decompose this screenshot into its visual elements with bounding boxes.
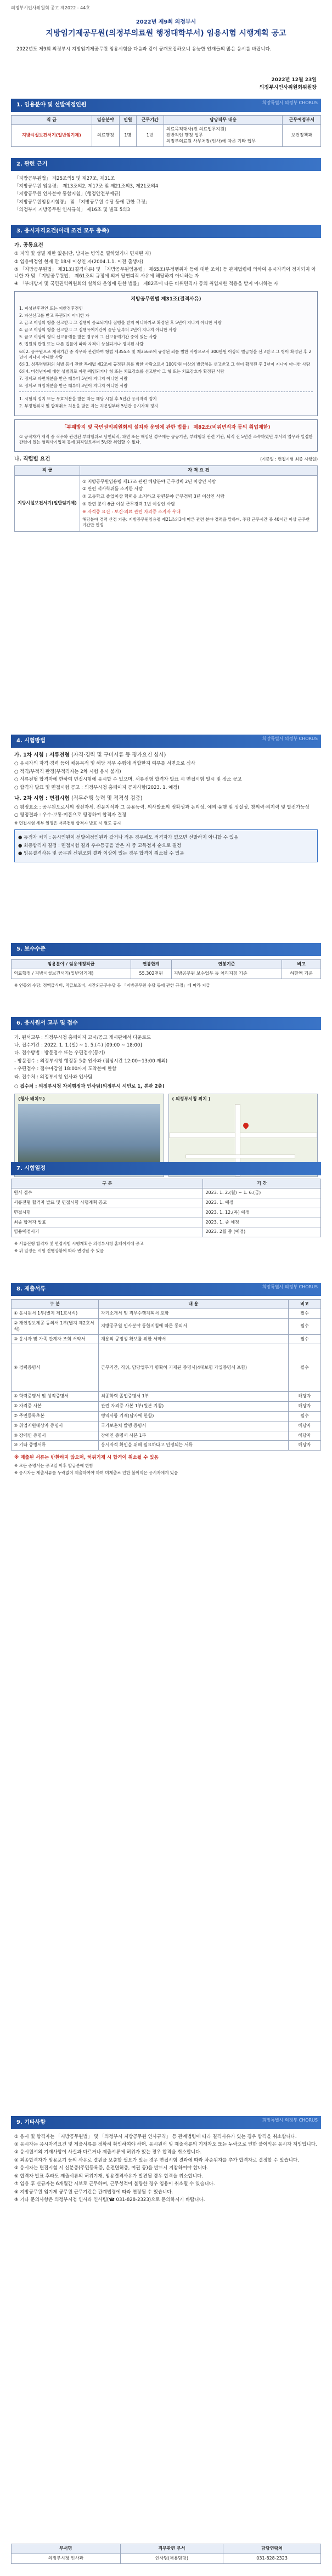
table-header-row — [15, 465, 318, 475]
list-item: ⑦ 임용 후 신규자는 6개월간 시보로 근무하며, 근무성적이 불량한 경우 임용이 취소될 수 있습니다. — [14, 2181, 215, 2187]
box-item: 7. 징계로 파면처분을 받은 때부터 5년이 지나지 아니한 사람 — [19, 376, 128, 382]
list-item: ○ 서류전형 합격자에 한하여 면접시험에 응시할 수 있으며, 서류전형 합격자 발표 시 면접시험 일시 및 장소 공고 — [14, 777, 242, 783]
documents-table — [11, 1299, 321, 1451]
list-item: ③ 고등학교 졸업이상 학력을 소지하고 관련분야 근무경력 3년 이상인 사람 — [82, 494, 225, 499]
box-item: 8. 징계로 해임처분을 받은 때부터 3년이 지나지 아니한 사람 — [19, 383, 128, 389]
cell-note: 해당자 — [289, 1431, 321, 1441]
section-title-text: 5. 보수수준 — [16, 946, 46, 952]
title-block — [11, 19, 321, 38]
section-qualifications — [11, 225, 321, 532]
cell-note: 해당자 — [289, 1441, 321, 1451]
list-item: ○ 적격/부적격 판정(부적격자는 2차 시험 응시 불가) — [14, 769, 121, 775]
stage1-title: 가. 1차 시험 : 서류전형 — [14, 752, 70, 758]
section-title-text: 3. 응시자격요건(아래 조건 모두 충족) — [16, 228, 110, 234]
list-item: 라. 접수처 : 의정부시청 인사과 인사팀 — [14, 1074, 93, 1080]
map-road — [185, 1155, 296, 1158]
cell-note: 필수 — [289, 1309, 321, 1319]
section-title — [11, 2116, 321, 2129]
schedule-note: ※ 위 일정은 시험 진행상황에 따라 변경될 수 있음 — [14, 1248, 104, 1254]
cell-note: 하한액 기준 — [282, 969, 321, 979]
col-header: 연봉한계 — [131, 959, 171, 969]
table-header-row — [12, 1179, 321, 1189]
list-item: ⑥ 합격자 발표 후라도 제출서류의 허위기재, 임용결격사유가 발견될 경우 합격을 취소합니다. — [14, 2173, 203, 2179]
list-item: ● 동점자 처리 : 응시인원이 선발예정인원과 같거나 적은 경우에도 적격자가 없으면 선발하지 아니할 수 있음 — [18, 835, 239, 841]
section-other — [11, 2116, 321, 2205]
col-header: 임용분야 — [92, 115, 119, 125]
list-item: 「지방공무원 인사분야 통합지침」(행정안전부예규) — [14, 191, 121, 197]
cell-desc: 병역사항 기재(남자에 한함) — [99, 1412, 289, 1421]
list-item: ② 임용예정일 현재 만 18세 이상인 자(2004.1.1. 이전 출생자) — [14, 259, 144, 265]
requirement-note: ※ 자격증 요건 : 보건·의료 관련 자격증 소지자 우대 — [82, 509, 181, 514]
location-pin-icon — [241, 1122, 249, 1129]
duty-item: 전반적인 행정 업무 — [166, 133, 203, 138]
cell-doc: ② 개인정보제공 동의서 1부(별지 제2호서식) — [12, 1319, 99, 1335]
cell-period: 2023. 1. 12.(목) 예정 — [203, 1208, 321, 1218]
documents-warning: ※ 제출된 서류는 반환하지 않으며, 허위기재 시 합격이 취소될 수 있음 — [14, 1455, 159, 1461]
table-row — [12, 1344, 321, 1392]
exam-notes-box — [14, 829, 318, 862]
table-row — [15, 475, 318, 531]
subsection-title: 가. 공통요건 — [14, 242, 43, 248]
cell-desc: 국가보훈처 발행 증명서 — [99, 1421, 289, 1431]
cell-requirements — [80, 475, 318, 531]
section-title-text: 9. 기타사항 — [16, 2119, 46, 2125]
cell-dept: 보건정책과 — [283, 125, 321, 146]
table-row — [12, 1334, 321, 1344]
intro-text: 2022년도 제9회 의정부시 지방임기제공무원 임용시험을 다음과 같이 공개모집하오니 유능한 인재들의 많은 응시를 바랍니다. — [16, 47, 272, 52]
notice-date: 2022년 12월 23일 — [271, 77, 317, 83]
list-item: ② 응시자는 응시자격요건 및 제출서류를 정확히 확인하여야 하며, 응시원서 및 제출서류의 기재착오 또는 누락으로 인한 불이익은 응시자 책임입니다. — [14, 2141, 317, 2147]
cell-grade: 지방시설보건서기(일반임기제) — [12, 125, 92, 146]
list-item: ④ 관련 분야 6급 이상 근무경력 1년 이상인 사람 — [82, 501, 176, 507]
legal-basis-list — [11, 171, 321, 214]
box-item: 2. 파산선고를 받고 복권되지 아니한 자 — [19, 312, 89, 318]
table-row — [12, 969, 321, 979]
list-item: ○ 응시자의 자격·경력 등이 채용목적 및 해당 직무 수행에 적합한지 여부를 서면으로 심사 — [14, 761, 195, 767]
section-salary — [11, 943, 321, 992]
requirement-extra: 해당분야 경력 산정 기준: 지방공무원임용령 제21조의3에 따른 관련 분야 경력을 말하며, 주당 근무시간 중 40시간 이상 근무한 기간만 인정 — [82, 516, 310, 527]
application-body — [11, 1030, 321, 1177]
list-item: ② 관련 석사학위를 소지한 사람 — [82, 486, 143, 492]
table-row — [12, 1431, 321, 1441]
section-title-text: 8. 제출서류 — [16, 1286, 46, 1292]
list-item: ④ 최종합격자가 임용포기 등의 사유로 결원을 보충할 필요가 있는 경우 면접시험 결과에 따라 차순위자를 추가 합격자로 결정할 수 있습니다. — [14, 2157, 299, 2163]
documents-note: ※ 응시자는 제출서류를 누락없이 제출하여야 하며 미제출로 인한 불이익은 응시자에게 있음 — [14, 1470, 178, 1475]
table-row — [12, 1412, 321, 1421]
list-item: ③ 「지방공무원법」 제31조(결격사유) 및 「지방공무원임용령」 제65조(부정행위자 등에 대한 조치) 등 관계법령에 의하여 응시자격이 정지되지 아니한 자 및 「지방공무원법」 제61조의 규정에 의거 당연퇴직 사유에 해당하지 아니하는 자 — [14, 267, 316, 279]
table-row — [12, 1227, 321, 1237]
table-row — [12, 125, 321, 146]
subsection-note: (기준일 : 면접시험 최종 시행일) — [260, 456, 318, 462]
table-row — [12, 1189, 321, 1198]
cell-note: 필수 — [289, 1334, 321, 1344]
document-number: 의정부시인사위원회 공고 제2022 - 44호 — [11, 5, 91, 10]
cell-period: 2023. 1. 중 예정 — [203, 1218, 321, 1227]
salary-note: ※ 연봉외 수당: 정액급식비, 직급보조비, 시간외근무수당 등 「지방공무원 수당 등에 관한 규정」에 따라 지급 — [14, 983, 210, 988]
box-title: 지방공무원법 제31조(결격사유) — [131, 296, 201, 302]
box-title: 「부패방지 및 국민권익위원회의 설치와 운영에 관한 법률」 제82조(비위면직자 등의 취업제한) — [61, 424, 271, 430]
col-header: 직무관련 부서 — [120, 2544, 223, 2554]
cell-doc: ⑧ 취업지원대상자 증명서 — [12, 1421, 99, 1431]
chorus-logo: 희망특별시 의정부 CHORUS — [262, 100, 318, 105]
map-title: ○ 접수처 : 의정부시청 자치행정과 인사팀(의정부시 시민로 1, 본관 2층) — [14, 1084, 165, 1090]
col-header: 부서명 — [12, 2544, 121, 2554]
cell-desc: 최종학력 졸업증명서 1부 — [99, 1392, 289, 1402]
cell-desc: 지방공무원 인사분야 통합지침에 따른 동의서 — [99, 1319, 289, 1335]
table-row — [12, 1198, 321, 1208]
cell-doc: ⑦ 주민등록초본 — [12, 1412, 99, 1421]
list-item: ⑧ 지방공무원 임기제 공무원 근무기간은 관계법령에 따라 연장될 수 있습니다. — [14, 2189, 173, 2195]
subsection-header — [14, 452, 318, 465]
section-title — [11, 225, 321, 238]
table-row — [12, 1402, 321, 1412]
table-row — [12, 1392, 321, 1402]
cell-stage: 면접시험 — [12, 1208, 203, 1218]
list-item: ● 최종합격자 결정 : 면접시험 결과 우수등급을 받은 자 중 고득점자 순으로 결정 — [18, 843, 182, 849]
cell-phone: 031-828-2323 — [223, 2554, 321, 2563]
section-title — [11, 1017, 321, 1030]
cell-doc: ① 응시원서 1부(별지 제1호서식) — [12, 1309, 99, 1319]
section-schedule — [11, 1162, 321, 1256]
schedule-table — [11, 1179, 321, 1238]
col-header: 비고 — [282, 959, 321, 969]
subsection-title — [14, 795, 318, 803]
col-header: 직 급 — [15, 465, 80, 475]
stage2-desc: (직무수행 능력 및 적격성 검증) — [71, 795, 143, 802]
table-header-row — [12, 1299, 321, 1309]
page-title: 지방임기제공무원(의정부의료원 행정대학부서) 임용시험 시행계획 공고 — [46, 29, 286, 38]
section-title — [11, 1283, 321, 1296]
cell-doc: ④ 경력증명서 — [12, 1344, 99, 1392]
positions-table — [11, 115, 321, 147]
cell-team: 인사팀(채용담당) — [120, 2554, 223, 2563]
stage1-desc: (자격·경력 및 구비서류 등 평가요건 심사) — [71, 752, 166, 758]
other-body — [11, 2129, 321, 2204]
cell-period: 2023. 2월 중 (예정) — [203, 1227, 321, 1237]
list-item: 나. 접수기간 : 2022. 1. 1.(일) ~ 1. 5.(수) [09:00 ~ 18:00] — [14, 1042, 142, 1048]
table-header-row — [12, 115, 321, 125]
box-text: ① 공직자가 재직 중 직무와 관련된 부패행위로 당연퇴직, 파면 또는 해임된 경우에는 공공기관, 부패행위 관련 기관, 퇴직 전 5년간 소속하였던 부서의 업무와 밀접한 관련이 있는 영리사기업체 등에 퇴직일로부터 5년간 취업할 수 없다. — [19, 434, 313, 445]
requirements-table — [14, 465, 318, 532]
cell-doc: ⑨ 장애인 증명서 — [12, 1431, 99, 1441]
box-item: 6의2. 공무원으로 재직기간 중 직무와 관련하여 형법 제355조 및 제356조에 규정된 죄를 범한 사람으로서 300만원 이상의 벌금형을 선고받고 그 형이 확정된 후 2년이 지나지 아니한 사람 — [19, 349, 312, 360]
box-item: 3. 금고 이상의 형을 선고받고 그 집행이 종료되거나 집행을 받지 아니하기로 확정된 후 5년이 지나지 아니한 사람 — [19, 320, 222, 326]
table-row — [12, 1208, 321, 1218]
map-label: ( 의정부시청 위치 ) — [172, 1096, 211, 1101]
col-header: 구 분 — [12, 1179, 203, 1189]
stage2-title: 나. 2차 시험 : 면접시험 — [14, 795, 70, 802]
list-item: ⑨ 기타 문의사항은 의정부시청 인사과 인사팀(☎ 031-828-2323)으로 문의하시기 바랍니다. — [14, 2197, 205, 2203]
box-item: 1. 시험의 정지 또는 무효처분을 받은 자는 해당 시험 후 5년간 응시자격 정지 — [19, 396, 157, 402]
section-documents — [11, 1283, 321, 1477]
col-header: 임용분야 / 임용예정직급 — [12, 959, 131, 969]
col-header: 근무기간 — [136, 115, 164, 125]
chorus-logo: 희망특별시 의정부 CHORUS — [262, 2118, 318, 2123]
section-title — [11, 943, 321, 956]
table-row — [12, 1421, 321, 1431]
title-top: 2022년 제9회 의정부시 — [136, 19, 196, 25]
cell-grade: 의료행정 / 지방시설보건서기(일반임기제) — [12, 969, 131, 979]
col-header: 구 분 — [12, 1299, 99, 1309]
cell-desc: 근무기간, 직위, 담당업무가 명확히 기재된 증명서(4대보험 가입증명서 포함) — [99, 1344, 289, 1392]
cell-note: 해당자 — [289, 1421, 321, 1431]
list-item: 다. 접수방법 : 방문접수 또는 우편접수(등기) — [14, 1050, 105, 1056]
cell-period: 2023. 1. 예정 — [203, 1198, 321, 1208]
col-header: 기 간 — [203, 1179, 321, 1189]
box-item: 1. 피성년후견인 또는 피한정후견인 — [19, 305, 83, 311]
chorus-logo: 희망특별시 의정부 CHORUS — [262, 736, 318, 741]
cell-note: 필수 — [289, 1412, 321, 1421]
table-row — [12, 2554, 321, 2563]
contact-table — [11, 2544, 321, 2564]
section-title-text: 4. 시험방법 — [16, 738, 46, 744]
chorus-logo: 희망특별시 의정부 CHORUS — [262, 1284, 318, 1289]
col-header: 비고 — [289, 1299, 321, 1309]
col-header: 연봉기준 — [171, 959, 282, 969]
disqualification-box — [14, 291, 318, 416]
cell-stage: 최종 합격자 발표 — [12, 1218, 203, 1227]
cell-doc: ⑥ 자격증 사본 — [12, 1402, 99, 1412]
cell-note: 해당자 — [289, 1402, 321, 1412]
section-title — [11, 1162, 321, 1175]
subsection-title — [14, 752, 318, 759]
box-item: 5. 금고 이상의 형의 선고유예를 받은 경우에 그 선고유예기간 중에 있는 사람 — [19, 334, 157, 340]
col-header: 내 용 — [99, 1299, 289, 1309]
table-row — [12, 1309, 321, 1319]
list-item: - 방문접수 : 의정부시청 행정동 5층 인사과 (점심시간 12:00~13:00 제외) — [14, 1058, 168, 1064]
table-header-row — [12, 2544, 321, 2554]
table-row — [12, 1218, 321, 1227]
section-legal-basis — [11, 158, 321, 215]
anti-corruption-box — [14, 419, 318, 452]
map-road — [169, 1133, 318, 1138]
table-header-row — [12, 959, 321, 969]
list-item: ⑤ 응시자는 면접시험 시 신분증(주민등록증, 운전면허증, 여권 등)을 반드시 지참하여야 합니다. — [14, 2165, 209, 2171]
cell-doc: ⑤ 학력증명서 및 성적증명서 — [12, 1392, 99, 1402]
cell-desc: 관련 자격증 사본 1부(원본 지참) — [99, 1402, 289, 1412]
salary-table — [11, 959, 321, 980]
list-item: 「지방공무원임용시험령」 및 「지방공무원 수당 등에 관한 규정」 — [14, 199, 150, 205]
schedule-note: ※ 서류전형 합격자 및 면접시험 시행계획은 의정부시청 홈페이지에 공고 — [14, 1241, 144, 1247]
col-header: 담당직무 내용 — [164, 115, 283, 125]
col-header: 인원 — [119, 115, 136, 125]
table-row — [12, 1319, 321, 1335]
map-label: (청사 배치도) — [18, 1096, 45, 1101]
col-header: 직 급 — [12, 115, 92, 125]
section-title-text: 2. 관련 근거 — [16, 161, 48, 167]
list-item: ① 응시 및 합격자는 「지방공무원법」 및 「의정부시 지방공무원 인사규칙」 등 관계법령에 따라 결격사유가 있는 경우 합격을 취소합니다. — [14, 2134, 297, 2140]
cell-note: 필수 — [289, 1344, 321, 1392]
cell-note: 필수 — [289, 1319, 321, 1335]
qualifications-body — [11, 242, 321, 532]
col-header: 담당연락처 — [223, 2544, 321, 2554]
cell-limit: 55,302천원 — [131, 969, 171, 979]
contact-footer — [11, 2544, 321, 2564]
box-item: 6의4. 미성년자에 대한 성범죄로 파면·해임되거나 형 또는 치료감호를 선고받아 그 형 또는 치료감호가 확정된 사람 — [19, 368, 224, 374]
cell-period: 2023. 1. 2.(월) ~ 1. 6.(금) — [203, 1189, 321, 1198]
cell-stage: 서류전형 합격자 발표 및 면접시험 시행계획 공고 — [12, 1198, 203, 1208]
list-item: ○ 평정결과 : 우수·보통·미흡으로 평정하여 합격자 결정 — [14, 812, 127, 818]
section-title — [11, 735, 321, 748]
cell-period: 1년 — [136, 125, 164, 146]
list-item: 가. 원서교부 : 의정부시청 홈페이지 고시/공고 게시판에서 다운로드 — [14, 1034, 151, 1040]
cell-duties — [164, 125, 283, 146]
table-row — [12, 1441, 321, 1451]
cell-stage: 원서 접수 — [12, 1189, 203, 1198]
list-item: ① 지방공무원임용령 제17조 관련 해당분야 근무경력 2년 이상인 사람 — [82, 479, 216, 484]
box-item: 6의3. 성폭력범죄의 처벌 등에 관한 특례법 제2조에 규정된 죄를 범한 사람으로서 100만원 이상의 벌금형을 선고받고 그 형이 확정된 후 3년이 지나지 아니한 사람 — [19, 361, 311, 367]
issuer: 의정부시인사위원회위원장 — [259, 84, 317, 90]
col-header: 자 격 요 건 — [80, 465, 318, 475]
section-exam-method — [11, 735, 321, 862]
list-item: ③ 응시원서의 기재사항이 사실과 다르거나 제출서류에 허위가 있는 경우 합격을 취소합니다. — [14, 2149, 202, 2156]
cell-dept: 의정부시청 인사과 — [12, 2554, 121, 2563]
box-item: 2. 부정행위자 및 합격취소 처분을 받은 자는 처분일부터 5년간 응시자격 정지 — [19, 403, 159, 409]
box-subgroup — [19, 391, 313, 409]
list-item: ● 임용결격사유 및 공무원 신원조회 결과 이상이 있는 경우 합격이 취소될 수 있음 — [18, 851, 184, 856]
cell-grade: 지방시설보건서기(일반임기제) — [15, 475, 80, 531]
dateline — [260, 77, 317, 92]
list-item: 「지방공무원 임용령」 제13조의2, 제17조 및 제21조의3, 제21조의4 — [14, 183, 159, 189]
cell-doc: ⑩ 기타 증빙서류 — [12, 1441, 99, 1451]
box-item: 4. 금고 이상의 형을 선고받고 그 집행유예기간이 끝난 날부터 2년이 지나지 아니한 사람 — [19, 327, 177, 333]
list-item: 「의정부시 지방공무원 인사규칙」 제16조 및 별표 5의3 — [14, 207, 130, 213]
duty-item: 의료목적대사(전 의료업무지원) — [166, 127, 227, 132]
documents-note: ※ 모든 증명서는 공고일 이후 발급분에 한함 — [14, 1463, 93, 1468]
cell-stage: 임용예정시기 — [12, 1227, 203, 1237]
cell-desc: 장애인 증명서 사본 1부 — [99, 1431, 289, 1441]
section-title-text: 7. 시험일정 — [16, 1165, 46, 1172]
cell-field: 의료행정 — [92, 125, 119, 146]
subsection-title: 나. 직렬별 요건 — [14, 456, 50, 462]
section-title — [11, 99, 321, 112]
box-item: 6. 법원의 판결 또는 다른 법률에 따라 자격이 상실되거나 정지된 사람 — [19, 342, 144, 347]
cell-desc: 자기소개서 및 직무수행계획서 포함 — [99, 1309, 289, 1319]
cell-desc: 응시자격 확인을 위해 필요하다고 인정되는 서류 — [99, 1441, 289, 1451]
list-item: ① 지역 및 성별 제한 없음(단, 남자는 병역을 필하였거나 면제된 자) — [14, 251, 151, 257]
stage2-note: ※ 면접시험 세부 일정은 서류전형 합격자 발표 시 별도 공지 — [14, 820, 121, 826]
cell-note: 해당자 — [289, 1392, 321, 1402]
col-header: 근무예정부서 — [283, 115, 321, 125]
list-item: ○ 평정요소 : 공무원으로서의 정신자세, 전문지식과 그 응용능력, 의사발표의 정확성과 논리성, 예의·품행 및 성실성, 창의력·의지력 및 발전가능성 — [14, 805, 310, 810]
cell-base: 지방공무원 보수업무 등 처리지침 기준 — [171, 969, 282, 979]
duty-item: 의정부의료원 사무처장(인사)에 따른 기타 업무 — [166, 138, 256, 144]
section-title-text: 6. 응시원서 교부 및 접수 — [16, 1020, 78, 1026]
exam-method-body — [11, 752, 321, 863]
section-positions — [11, 99, 321, 147]
section-title-text: 1. 임용분야 및 선발예정인원 — [16, 102, 87, 108]
list-item: 「지방공무원법」 제25조의5 및 제27조, 제31조 — [14, 175, 115, 181]
cell-desc: 채용의 공정성 확보를 위한 서약서 — [99, 1334, 289, 1344]
list-item: - 우편접수 : 접수마감일 18:00까지 도착분에 한함 — [14, 1066, 117, 1072]
cell-count: 1명 — [119, 125, 136, 146]
list-item: ④ 「부패방지 및 국민권익위원회의 설치와 운영에 관한 법률」 제82조에 따른 비위면직자 등의 취업제한 적용을 받지 아니하는 자 — [14, 281, 279, 287]
section-title — [11, 158, 321, 171]
list-item: ○ 합격자 발표 및 면접시험 공고 : 의정부시청 홈페이지 공지사항(2023. 1. 예정) — [14, 784, 179, 791]
section-application — [11, 1017, 321, 1177]
cell-doc: ③ 응시자 및 가족 관계자 조회 서약서 — [12, 1334, 99, 1344]
